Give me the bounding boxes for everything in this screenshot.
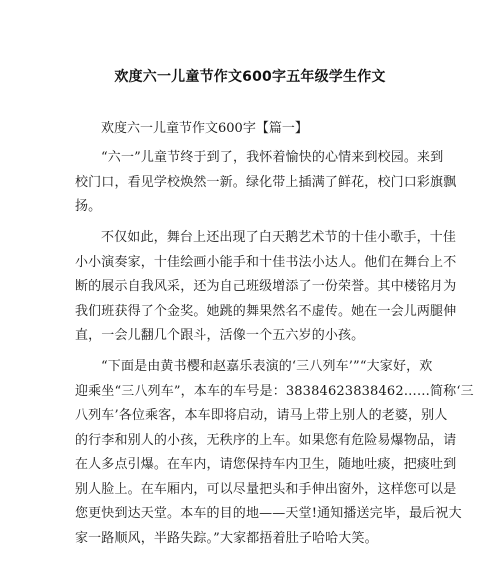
paragraph-line: “六一”儿童节终于到了，我怀着愉快的心情来到校园。来到: [101, 150, 444, 165]
paragraph-line: 的行李和别人的小孩，无秩序的上车。如果您有危险易爆物品，请: [75, 432, 457, 448]
document-title: 欢度六一儿童节作文600字五年级学生作文: [114, 69, 386, 85]
paragraph: [75, 226, 457, 349]
paragraph-line: “下面是由黄书樱和赵嘉乐表演的‘三八列车’”“大家好，欢: [101, 359, 433, 374]
document-body: [75, 146, 474, 558]
paragraph-line: 不仅如此，舞台上还出现了白天鹅艺术节的十佳小歌手，十佳: [101, 230, 457, 245]
paragraph-line: 八列车’各位乘客，本车即将启动，请马上带上别人的老婆，别人: [75, 408, 448, 423]
paragraph-line: 直，一会儿翻几个跟斗，活像一个五六岁的小孩。: [75, 328, 365, 343]
paragraph-line: 别人脸上。在车厢内，可以尽量把头和手伸出窗外，这样您可以是: [75, 481, 457, 497]
paragraph-line: 扬。: [75, 199, 102, 214]
paragraph: [75, 355, 474, 551]
paragraph: [75, 146, 457, 220]
document-subtitle: 欢度六一儿童节作文600字【篇一】: [101, 121, 308, 136]
paragraph-line: 我们班获得了个金奖。她跳的舞果然名不虚传。她在一会儿两腿伸: [75, 303, 457, 319]
paragraph-line: 断的展示自我风采，还为自己班级增添了一份荣誉。其中楼铭月为: [75, 279, 457, 294]
paragraph-line: 校门口，看见学校焕然一新。绿化带上插满了鲜花，校门口彩旗飘: [75, 174, 457, 190]
paragraph-line: 您更快到达天堂。本车的目的地——天堂!通知播送完毕，最后祝大: [75, 506, 462, 521]
paragraph-line: 小小演奏家，十佳绘画小能手和十佳书法小达人。他们在舞台上不: [75, 254, 457, 270]
paragraph-line: 在人多点引爆。在车内，请您保持车内卫生，随地吐痰，把痰吐到: [75, 457, 457, 472]
paragraph-line: 家一路顺风，半路失踪。”大家都捂着肚子哈哈大笑。: [75, 530, 378, 546]
paragraph-line: 迎乘坐“三八列车”，本车的车号是：38384623838462……简称‘三: [75, 383, 474, 399]
